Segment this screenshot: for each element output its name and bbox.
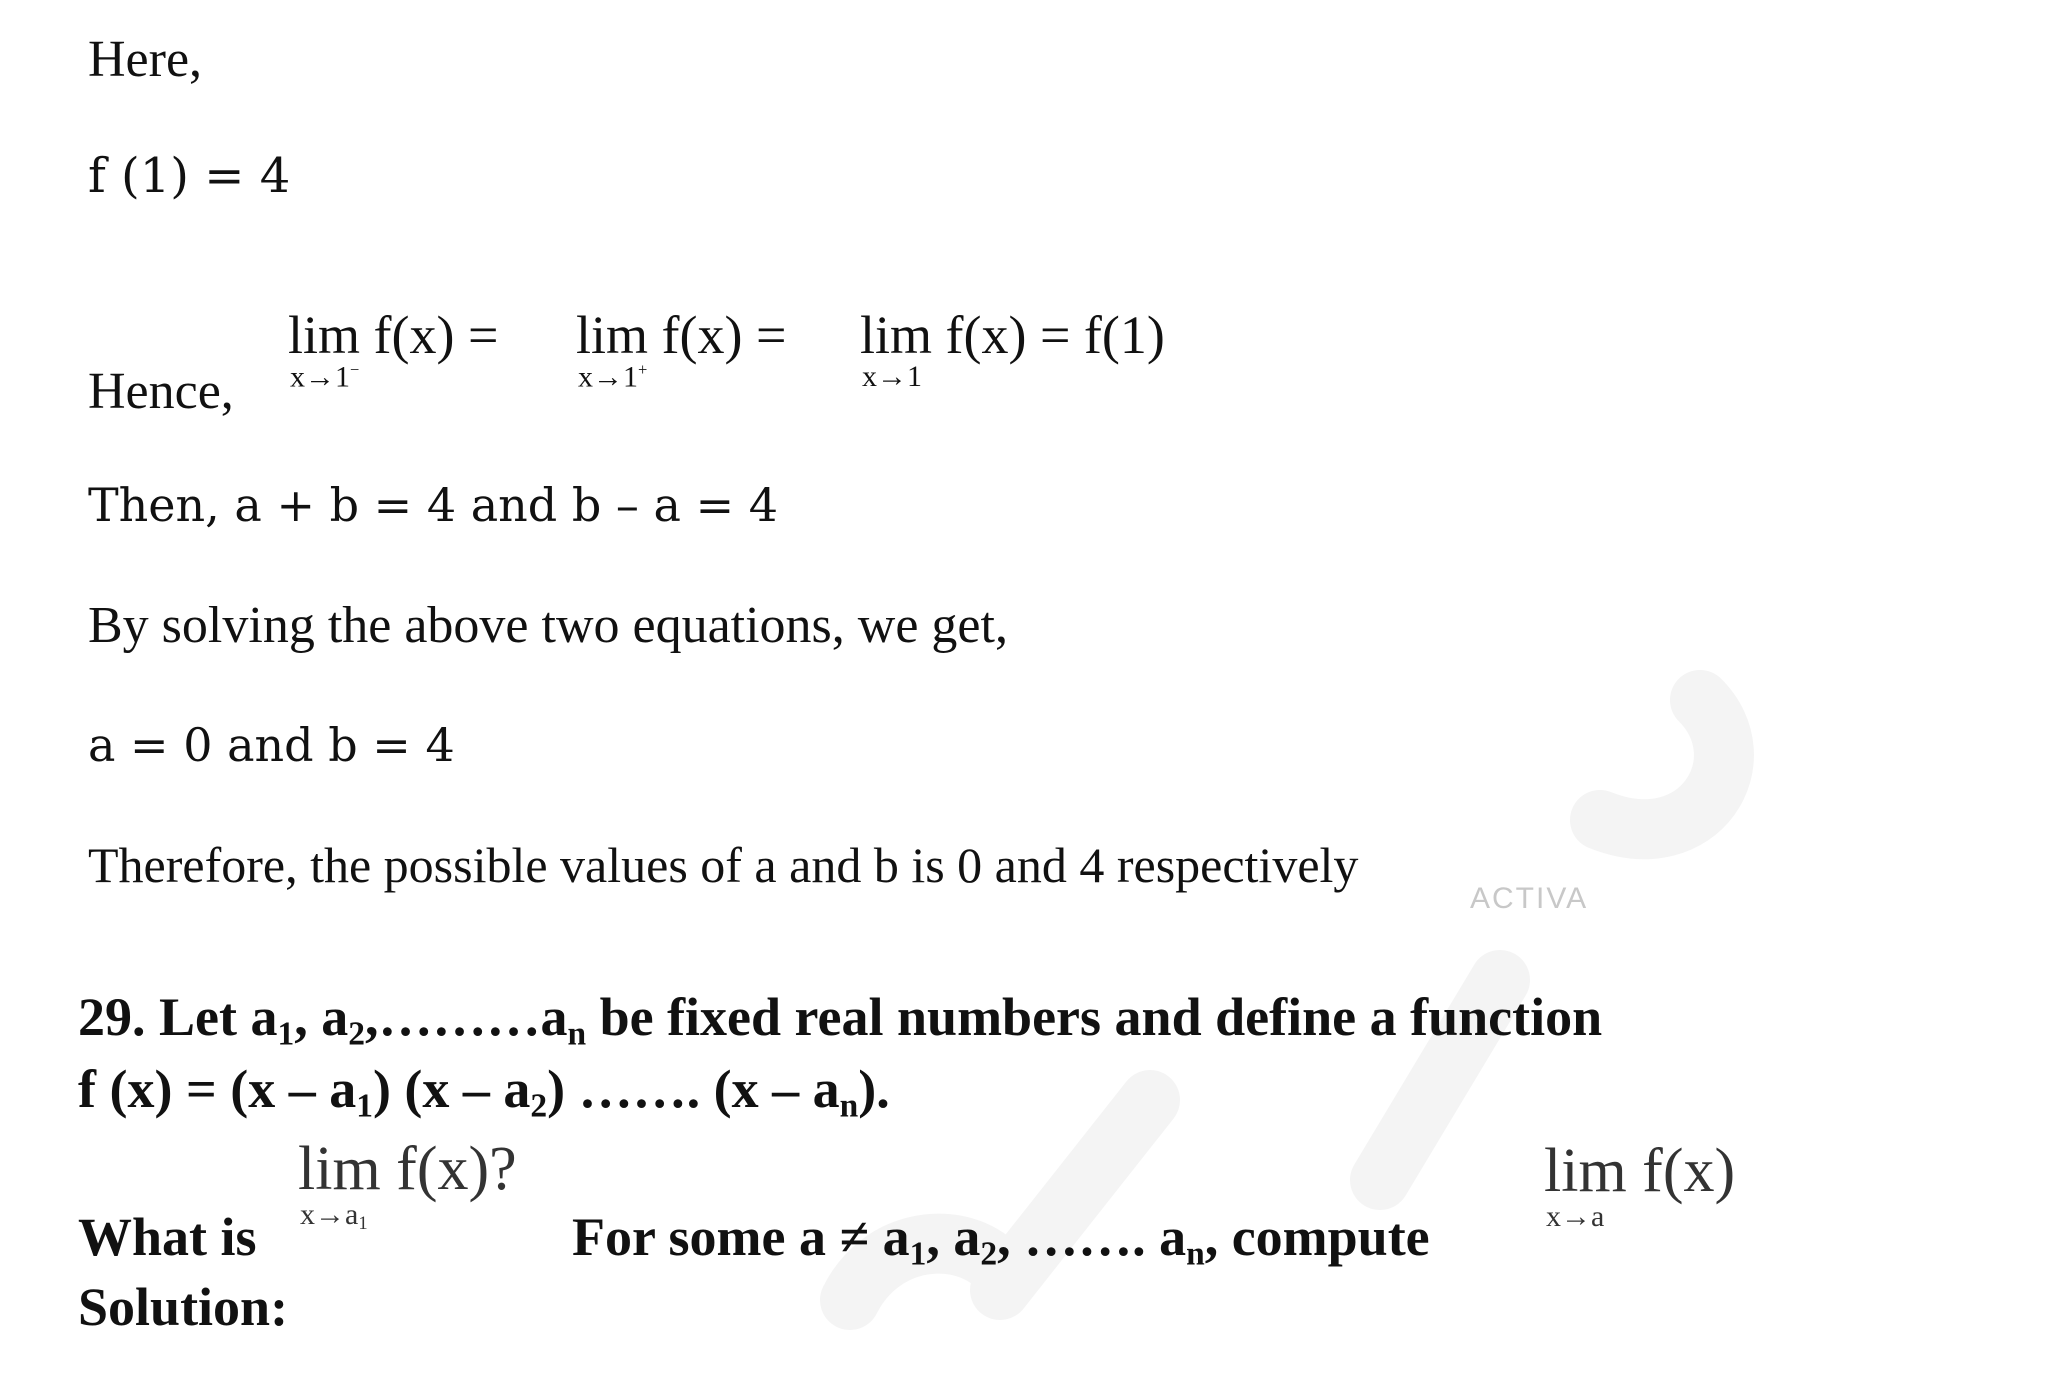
right-limit-sup: +: [638, 360, 648, 379]
q2-sub-1: 1: [356, 1087, 373, 1125]
q1-part-c: ,………a: [364, 987, 568, 1047]
f1-equation: f (1) = 4: [88, 148, 291, 204]
here-text: Here,: [88, 31, 203, 88]
limit-a1-sub-index: 1: [358, 1213, 368, 1235]
question-line-1: [78, 987, 1603, 1053]
fs-sub-1: 1: [909, 1235, 927, 1273]
q1-sub-n: n: [567, 1015, 587, 1053]
limit-equals-f1: [860, 305, 1165, 393]
left-limit-sub: x→1: [290, 360, 350, 394]
solving-text: By solving the above two equations, we get,: [88, 597, 1008, 654]
then-equations: Then, a + b = 4 and b – a = 4: [88, 478, 779, 532]
hence-text: Hence,: [88, 363, 234, 420]
q2-part-c: ) ……. (x – a: [547, 1059, 840, 1119]
limit-x-to-a: [1544, 1137, 1736, 1233]
q2-part-d: ).: [858, 1059, 890, 1119]
fs-part-c: , ……. a: [997, 1207, 1187, 1267]
right-limit: [576, 305, 787, 394]
fs-part-a: For some a ≠ a: [572, 1207, 910, 1267]
left-limit-expr: lim f(x) =: [288, 305, 499, 365]
fs-sub-2: 2: [980, 1235, 998, 1273]
faint-watermark-text: ACTIVA: [1470, 882, 1589, 915]
q2-sub-2: 2: [530, 1087, 548, 1125]
limit-x-to-a1: [298, 1135, 517, 1235]
left-limit-sup: −: [350, 360, 360, 379]
limit-a-sub: x→a: [1546, 1200, 1605, 1233]
limit-a-expr: lim f(x): [1544, 1137, 1736, 1205]
right-limit-sub: x→1: [578, 360, 638, 394]
fs-part-d: , compute: [1204, 1207, 1430, 1267]
what-is-text: What is: [78, 1207, 257, 1267]
q2-part-b: ) (x – a: [372, 1059, 531, 1119]
therefore-text: Therefore, the possible values of a and b is 0 and 4 respectively: [88, 837, 1359, 893]
fs-sub-n: n: [1186, 1235, 1205, 1273]
limit-a1-sub: x→a: [300, 1198, 359, 1231]
limit-f1-expr: lim f(x) = f(1): [860, 305, 1165, 365]
right-limit-expr: lim f(x) =: [576, 305, 787, 365]
q2-part-a: f (x) = (x – a: [78, 1059, 357, 1119]
question-line-2: [78, 1059, 890, 1125]
q1-sub-2: 2: [348, 1015, 365, 1053]
q1-part-b: , a: [294, 987, 349, 1047]
limit-a1-expr: lim f(x)?: [298, 1135, 517, 1203]
left-limit: [288, 305, 499, 394]
q1-part-a: 29. Let a: [78, 987, 278, 1047]
q1-part-d: be fixed real numbers and define a function: [586, 987, 1603, 1047]
solution-label: Solution:: [78, 1277, 289, 1337]
q1-sub-1: 1: [277, 1015, 295, 1053]
limit-f1-sub: x→1: [862, 360, 922, 393]
q2-sub-n: n: [839, 1087, 859, 1125]
fs-part-b: , a: [926, 1207, 981, 1267]
ab-values: a = 0 and b = 4: [88, 718, 455, 772]
for-some-text: [572, 1207, 1430, 1273]
